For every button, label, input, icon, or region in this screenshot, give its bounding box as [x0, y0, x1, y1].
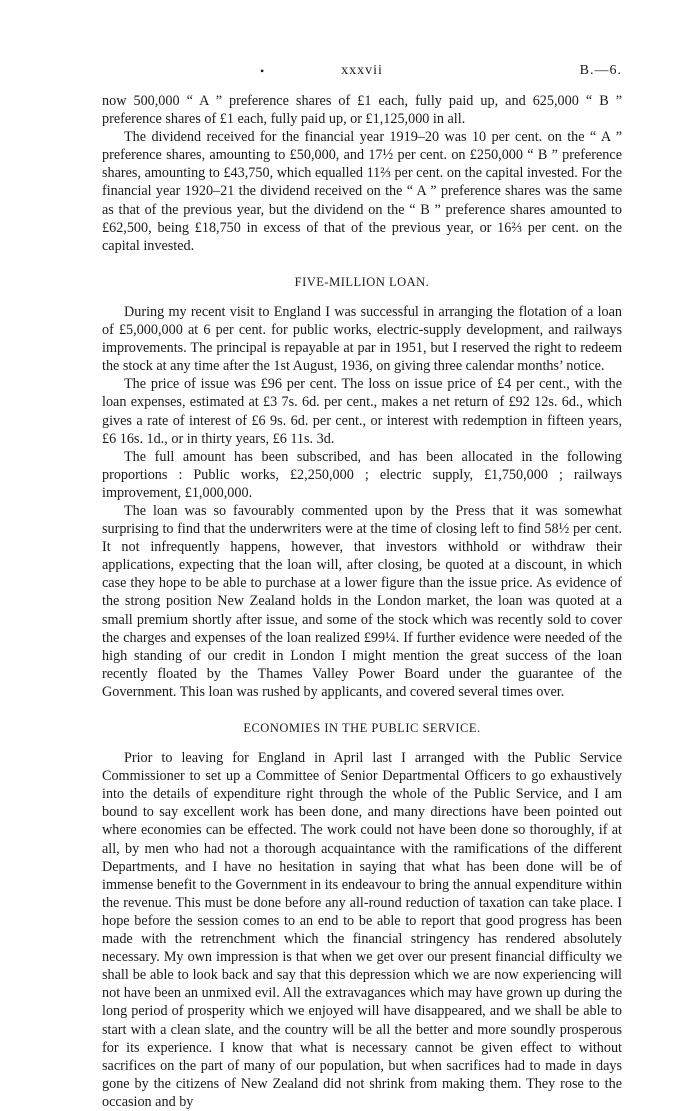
document-reference: B.—6. [579, 63, 622, 78]
page-number: xxxvii [341, 63, 383, 78]
loan-paragraph-3: The full amount has been subscribed, and has been allocated in the following proportions : Public works, £2,250,000 ; electric supply, £1,750,000 ; railways improvement, £1,000,000. [102, 448, 622, 501]
header-bullet: • [260, 64, 265, 78]
loan-section-heading: FIVE-MILLION LOAN. [294, 274, 430, 289]
loan-paragraph-2: The price of issue was £96 per cent. The loss on issue price of £4 per cent., with the loan expenses, estimated at £3 7s. 6d. per cent., makes a net return of £92 12s. 6d., which gives a rate of interest of £6 9s. 6d. per cent., or interest with redemption in fifteen years, £6 16s. 1d., or in thirty years, £6 11s. 3d. [102, 376, 622, 447]
intro-paragraph-1: now 500,000 “ A ” preference shares of £1 each, fully paid up, and 625,000 “ B ” preference shares of £1 each, fully paid up, or £1,125,000 in all. [102, 93, 622, 128]
document-body [102, 92, 622, 1111]
economies-section-heading: ECONOMIES IN THE PUBLIC SERVICE. [243, 721, 481, 735]
intro-paragraph-2: The dividend received for the financial year 1919–20 was 10 per cent. on the “ A ” preference shares, amounting to £50,000, and 17½ per cent. on £250,000 “ B ” preference shares, amounting to £43,750, which equalled 11⅔ per cent. on the capital invested. For the financial year 1920–21 the dividend received on the “ A ” preference shares was the same as that of the previous year, but the dividend on the “ B ” preference shares amounted to £62,500, being £18,750 in excess of that of the previous year, or 16⅔ per cent. on the capital invested. [102, 129, 622, 254]
loan-paragraph-4: The loan was so favourably commented upon by the Press that it was somewhat surprising to find that the underwriters were at the time of closing left to find 58½ per cent. It not infrequently happens, however, that investors withhold or withdraw their applications, expecting that the loan will, after closing, be quoted at a discount, in which case they hope to be able to purchase at a lower figure than the issue price. As evidence of the strong position New Zealand holds in the London market, the loan was quoted at a small premium shortly after issue, and some of the stock which was recently sold to cover the charges and expenses of the loan realized £99¼. If further evidence were needed of the high standing of our credit in London I might mention the great success of the loan recently floated by the Thames Valley Power Board under the guarantee of the Government. This loan was rushed by applicants, and covered several times over. [102, 502, 622, 700]
economies-paragraph-1: Prior to leaving for England in April last I arranged with the Public Service Commissioner to set up a Committee of Senior Departmental Officers to go exhaustively into the details of expenditure right through the whole of the Public Service, and I am bound to say excellent work has been done, and many directions have been pointed out where economies can be effected. The work could not have been done so thoroughly, if at all, by men who had not a thorough acquaintance with the ramifications of the different Departments, and I have no hesitation in saying that what has been done will be of immense benefit to the Government in its endeavour to bring the annual expenditure within the revenue. This must be done before any all-round reduction of taxation can take place. I hope before the session comes to an end to be able to report that good progress has been made with the retrenchment which the financial stringency has rendered absolutely necessary. My own impression is that when we get over our present financial difficulty we shall be able to look back and say that this depression which we are now experiencing will not have been an unmixed evil. All the extravagances which may have grown up during the long period of prosperity which we enjoyed will have disappeared, and we shall be able to start with a clean slate, and the country will be all the better and more soundly prosperous for its experience. I know that what is necessary cannot be given effect to without sacrifices on the part of many of our population, but when sacrifices had to made in days gone by the citizens of New Zealand did not shrink from making them. They rose to the occasion and by [102, 750, 622, 1110]
loan-paragraph-1: During my recent visit to England I was successful in arranging the flotation of a loan of £5,000,000 at 6 per cent. for public works, electric-supply development, and railways improvements. The principal is repayable at par in 1951, but I reserved the right to redeem the stock at any time after the 1st August, 1936, on giving three calendar months’ notice. [102, 303, 622, 375]
page-header [102, 62, 622, 82]
